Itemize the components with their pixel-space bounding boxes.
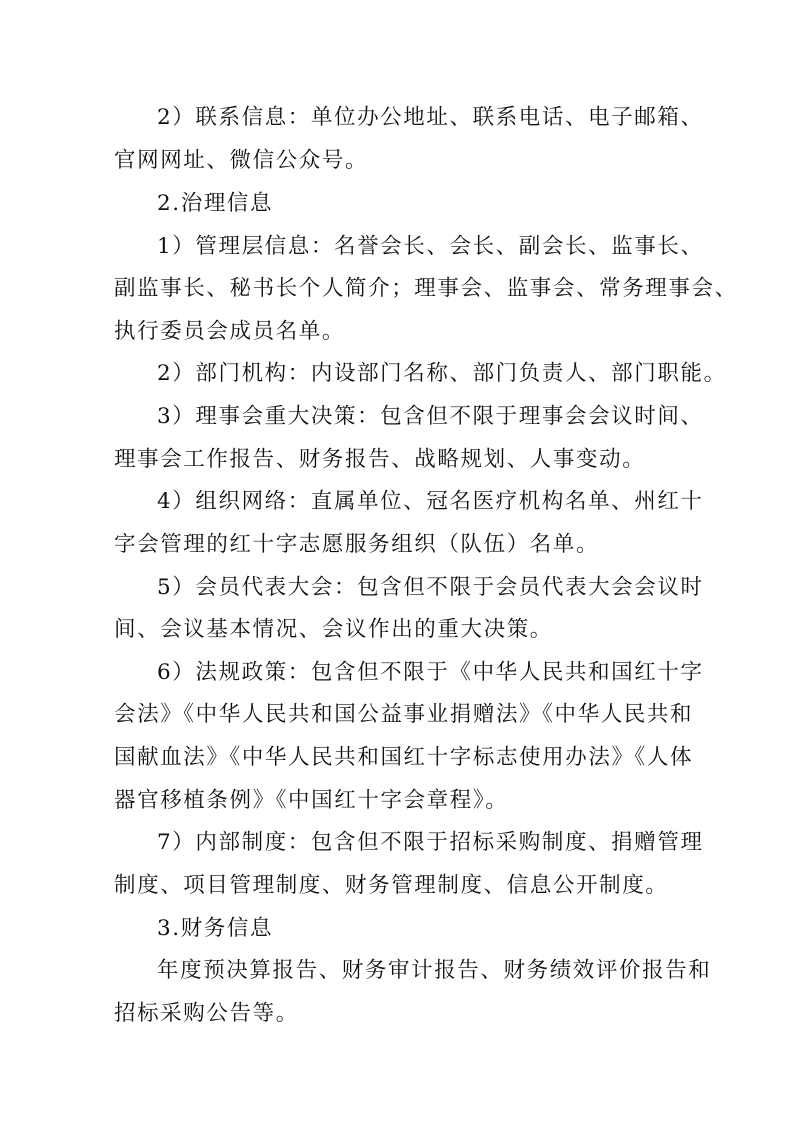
paragraph-management: 1）管理层信息：名誉会长、会长、副会长、监事长、	[157, 234, 704, 259]
paragraph-organization-network: 4）组织网络：直属单位、冠名医疗机构名单、州红十	[157, 489, 704, 514]
paragraph-management-cont-1: 副监事长、秘书长个人简介；理事会、监事会、常务理事会、	[114, 276, 738, 301]
paragraph-departments: 2）部门机构：内设部门名称、部门负责人、部门职能。	[157, 361, 727, 386]
paragraph-finance: 年度预决算报告、财务审计报告、财务绩效评价报告和	[157, 958, 712, 983]
paragraph-board-decisions-cont: 理事会工作报告、财务报告、战略规划、人事变动。	[114, 447, 646, 472]
paragraph-member-congress: 5）会员代表大会：包含但不限于会员代表大会会议时	[157, 575, 704, 600]
paragraph-board-decisions: 3）理事会重大决策：包含但不限于理事会会议时间、	[157, 404, 704, 429]
paragraph-organization-network-cont: 字会管理的红十字志愿服务组织（队伍）名单。	[114, 532, 600, 557]
paragraph-regulations-cont-1: 会法》《中华人民共和国公益事业捐赠法》《中华人民共和	[114, 702, 694, 727]
paragraph-member-congress-cont: 间、会议基本情况、会议作出的重大决策。	[114, 617, 553, 642]
paragraph-contact-info-cont: 官网网址、微信公众号。	[114, 148, 369, 173]
paragraph-internal-rules: 7）内部制度：包含但不限于招标采购制度、捐赠管理	[157, 830, 704, 855]
paragraph-regulations: 6）法规政策：包含但不限于《中华人民共和国红十字	[157, 660, 704, 685]
paragraph-contact-info: 2）联系信息：单位办公地址、联系电话、电子邮箱、	[157, 105, 704, 130]
section-heading-governance: 2.治理信息	[157, 191, 274, 216]
paragraph-regulations-cont-2: 国献血法》《中华人民共和国红十字标志使用办法》《人体	[114, 745, 694, 770]
paragraph-regulations-cont-3: 器官移植条例》《中国红十字会章程》。	[114, 788, 509, 813]
paragraph-finance-cont: 招标采购公告等。	[114, 1001, 299, 1026]
paragraph-internal-rules-cont: 制度、项目管理制度、财务管理制度、信息公开制度。	[114, 873, 669, 898]
paragraph-management-cont-2: 执行委员会成员名单。	[114, 319, 346, 344]
section-heading-finance: 3.财务信息	[157, 916, 274, 941]
